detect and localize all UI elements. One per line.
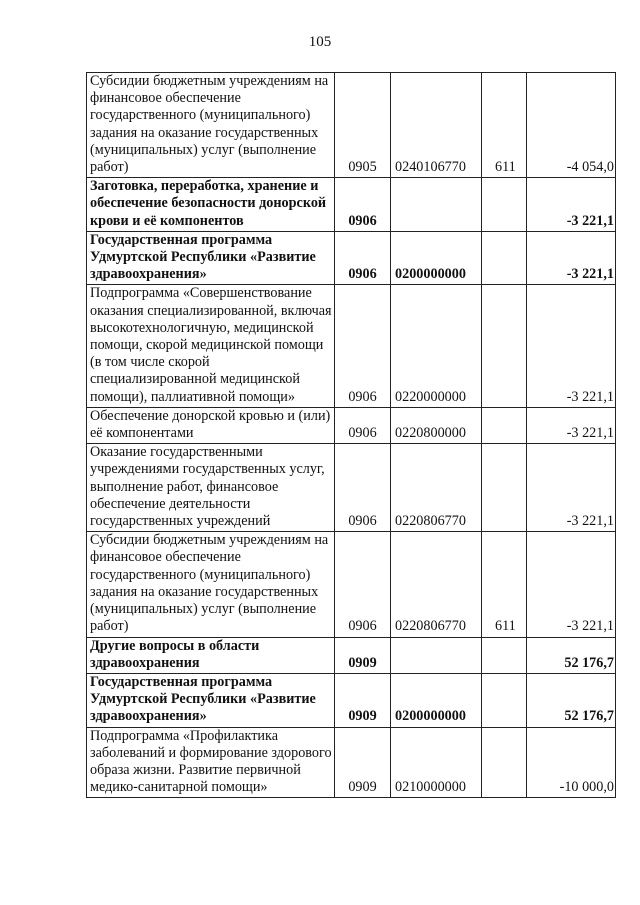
- row-section-cell: 0906: [335, 532, 391, 637]
- row-section-cell: 0906: [335, 231, 391, 285]
- row-name-cell: Оказание государственными учреждениями государственных услуг, выполнение работ, финансовое обеспечение деятельности государственных учреждений: [87, 444, 335, 532]
- row-section-cell: 0909: [335, 673, 391, 727]
- row-name-cell: Субсидии бюджетным учреждениям на финансовое обеспечение государственного (муниципального) задания на оказание государственных (муниципальных) услуг (выполнение работ): [87, 532, 335, 637]
- row-vr-cell: [482, 407, 527, 443]
- row-section-cell: 0909: [335, 727, 391, 798]
- row-vr-cell: 611: [482, 73, 527, 178]
- row-section-cell: 0906: [335, 178, 391, 232]
- table-row: [87, 73, 616, 178]
- row-name-cell: Подпрограмма «Профилактика заболеваний и формирование здорового образа жизни. Развитие первичной медико-санитарной помощи»: [87, 727, 335, 798]
- row-csr-cell: [391, 178, 482, 232]
- table-row: [87, 673, 616, 727]
- row-section-cell: 0905: [335, 73, 391, 178]
- row-name-cell: Обеспечение донорской кровью и (или) её компонентами: [87, 407, 335, 443]
- row-amount-cell: -3 221,1: [527, 231, 616, 285]
- row-name-cell: Субсидии бюджетным учреждениям на финансовое обеспечение государственного (муниципального) задания на оказание государственных (муниципальных) услуг (выполнение работ): [87, 73, 335, 178]
- budget-table-body: [87, 73, 616, 798]
- table-row: [87, 637, 616, 673]
- row-section-cell: 0909: [335, 637, 391, 673]
- table-row: [87, 231, 616, 285]
- table-row: [87, 285, 616, 407]
- table-row: [87, 532, 616, 637]
- row-vr-cell: [482, 231, 527, 285]
- budget-table: [86, 72, 616, 798]
- row-csr-cell: 0240106770: [391, 73, 482, 178]
- row-name-cell: Государственная программа Удмуртской Республики «Развитие здравоохранения»: [87, 231, 335, 285]
- row-name-cell: Государственная программа Удмуртской Республики «Развитие здравоохранения»: [87, 673, 335, 727]
- row-vr-cell: [482, 444, 527, 532]
- row-csr-cell: 0200000000: [391, 231, 482, 285]
- table-row: [87, 407, 616, 443]
- row-vr-cell: [482, 637, 527, 673]
- row-name-cell: Другие вопросы в области здравоохранения: [87, 637, 335, 673]
- row-amount-cell: 52 176,7: [527, 673, 616, 727]
- row-csr-cell: [391, 637, 482, 673]
- row-vr-cell: 611: [482, 532, 527, 637]
- row-vr-cell: [482, 178, 527, 232]
- row-amount-cell: -4 054,0: [527, 73, 616, 178]
- table-row: [87, 178, 616, 232]
- row-amount-cell: -3 221,1: [527, 178, 616, 232]
- row-csr-cell: 0220800000: [391, 407, 482, 443]
- page-number: 105: [308, 34, 332, 50]
- row-section-cell: 0906: [335, 444, 391, 532]
- row-name-cell: Подпрограмма «Совершенствование оказания специализированной, включая высокотехнологичную, медицинской помощи, скорой медицинской помощи (в том числе скорой специализированной медицинской помощи), паллиативной помощи»: [87, 285, 335, 407]
- table-row: [87, 727, 616, 798]
- row-vr-cell: [482, 727, 527, 798]
- row-amount-cell: -3 221,1: [527, 285, 616, 407]
- row-amount-cell: -10 000,0: [527, 727, 616, 798]
- row-amount-cell: -3 221,1: [527, 532, 616, 637]
- row-amount-cell: 52 176,7: [527, 637, 616, 673]
- row-name-cell: Заготовка, переработка, хранение и обеспечение безопасности донорской крови и её компонентов: [87, 178, 335, 232]
- row-vr-cell: [482, 673, 527, 727]
- row-amount-cell: -3 221,1: [527, 444, 616, 532]
- row-amount-cell: -3 221,1: [527, 407, 616, 443]
- row-section-cell: 0906: [335, 407, 391, 443]
- row-csr-cell: 0220806770: [391, 532, 482, 637]
- row-section-cell: 0906: [335, 285, 391, 407]
- row-csr-cell: 0200000000: [391, 673, 482, 727]
- row-csr-cell: 0220806770: [391, 444, 482, 532]
- table-row: [87, 444, 616, 532]
- row-vr-cell: [482, 285, 527, 407]
- row-csr-cell: 0210000000: [391, 727, 482, 798]
- row-csr-cell: 0220000000: [391, 285, 482, 407]
